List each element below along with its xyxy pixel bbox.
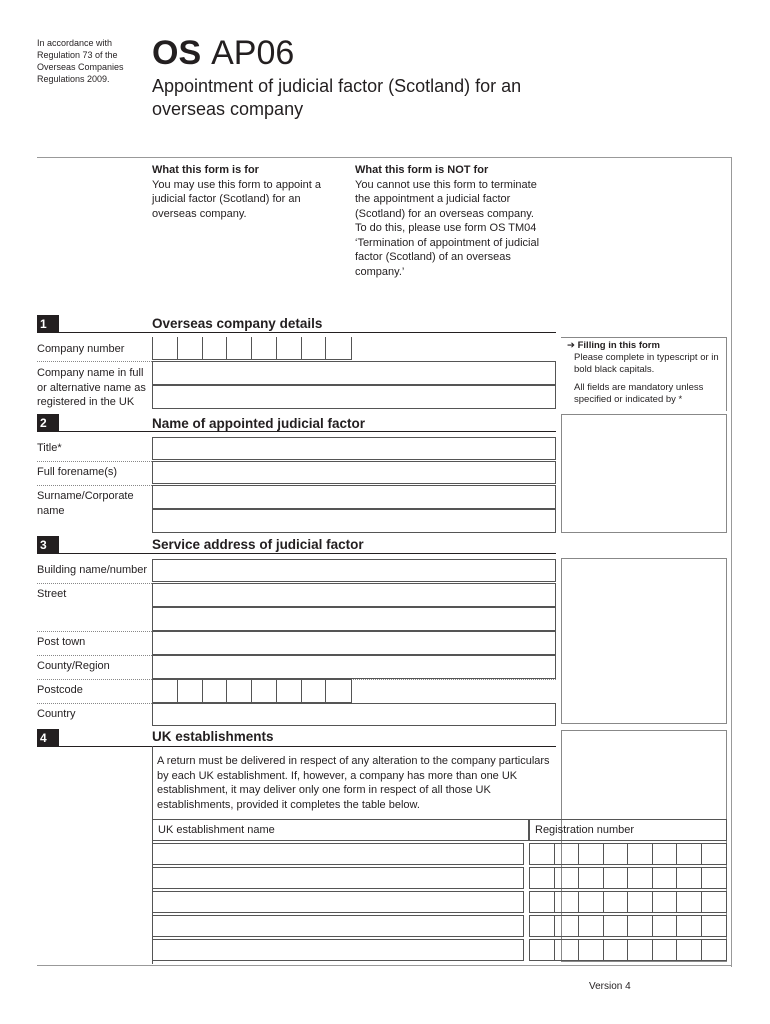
uk-establishment-name-input[interactable] [152,843,524,865]
sidebar-line-1: Please complete in typescript or in bold black capitals. [574,352,719,375]
country-input[interactable] [152,703,556,726]
forenames-label: Full forename(s) [37,466,118,478]
section-3-title: Service address of judicial factor [152,537,364,552]
form-not-for [355,163,545,279]
section-4-title: UK establishments [152,729,274,744]
section-3-rule [59,553,556,554]
section-1-title: Overseas company details [152,316,323,331]
uk-establishments-text: A return must be delivered in respect of any alteration to the company particulars by each UK establishment. If, however, a company has more than one UK establishment, it may deliver only one form in respect of all those UK establishments, provided it completes the table below. [157,755,550,811]
form-code-number: AP06 [211,34,295,72]
form-not-for-heading: What this form is NOT for [355,164,489,176]
forenames-input[interactable] [152,461,556,484]
arrow-right-icon: ➔ [567,340,578,351]
surname-label: Surname/Corporate name [37,490,134,517]
sidebar-note [567,340,727,406]
regulation-note: In accordance with Regulation 73 of the Overseas Companies Regulations 2009. [37,38,124,84]
footer-divider [37,965,732,966]
registration-number-input[interactable] [529,915,727,937]
sidebar-top-line [561,337,727,338]
registration-number-input[interactable] [529,843,727,865]
surname-input-line-1[interactable] [152,485,556,509]
uk-establishment-name-header: UK establishment name [158,824,275,836]
company-number-label: Company number [37,343,125,355]
registration-number-input[interactable] [529,891,727,913]
sidebar-box-3 [561,558,727,724]
county-label: County/Region [37,660,110,672]
company-number-input[interactable] [152,337,352,360]
postcode-label: Postcode [37,684,83,696]
registration-number-input[interactable] [529,939,727,961]
section-4-number: 4 [37,729,59,747]
section-2-title: Name of appointed judicial factor [152,416,366,431]
registration-number-input[interactable] [529,867,727,889]
form-purpose-heading: What this form is for [152,164,259,176]
page-right-border [731,157,732,967]
post-town-input[interactable] [152,631,556,655]
title-input[interactable] [152,437,556,460]
form-purpose-text: You may use this form to appoint a judicial factor (Scotland) for an overseas company. [152,178,321,220]
postcode-input[interactable] [152,679,352,703]
header-divider [37,157,732,158]
title-label: Title* [37,442,62,454]
sidebar-heading: Filling in this form [577,340,660,351]
section-2-number: 2 [37,414,59,432]
form-purpose [152,163,342,221]
company-name-input-line-1[interactable] [152,361,556,385]
street-input-line-1[interactable] [152,583,556,607]
section-2-rule [59,431,556,432]
company-name-input-line-2[interactable] [152,385,556,409]
section-1-number: 1 [37,315,59,333]
form-title: Appointment of judicial factor (Scotland) for an overseas company [152,76,522,119]
uk-establishment-name-input[interactable] [152,891,524,913]
sidebar-line-2: All fields are mandatory unless specified or indicated by * [574,382,704,405]
uk-establishment-name-input[interactable] [152,867,524,889]
uk-establishment-name-input[interactable] [152,939,524,961]
building-input[interactable] [152,559,556,582]
building-label: Building name/number [37,564,148,576]
county-input[interactable] [152,655,556,679]
version-label: Version 4 [589,981,631,992]
street-input-line-2[interactable] [152,607,556,631]
section-3-number: 3 [37,536,59,554]
company-name-label: Company name in full or alternative name as registered in the UK [37,367,146,408]
section-4-rule [59,746,556,747]
country-label: Country [37,708,76,720]
uk-establishment-name-input[interactable] [152,915,524,937]
section-1-rule [59,332,556,333]
form-code [152,33,294,73]
sidebar-box-2 [561,414,727,533]
street-label: Street [37,588,67,600]
form-not-for-text: You cannot use this form to terminate the appointment a judicial factor (Scotland) for an overseas company. To do this, please use form OS TM04 ‘Termination of appointment of judicial factor (Scotland) of an overseas company.’ [355,178,540,278]
registration-number-header: Registration number [535,824,635,836]
post-town-label: Post town [37,636,86,648]
surname-input-line-2[interactable] [152,509,556,533]
form-prefix: OS [152,34,202,72]
